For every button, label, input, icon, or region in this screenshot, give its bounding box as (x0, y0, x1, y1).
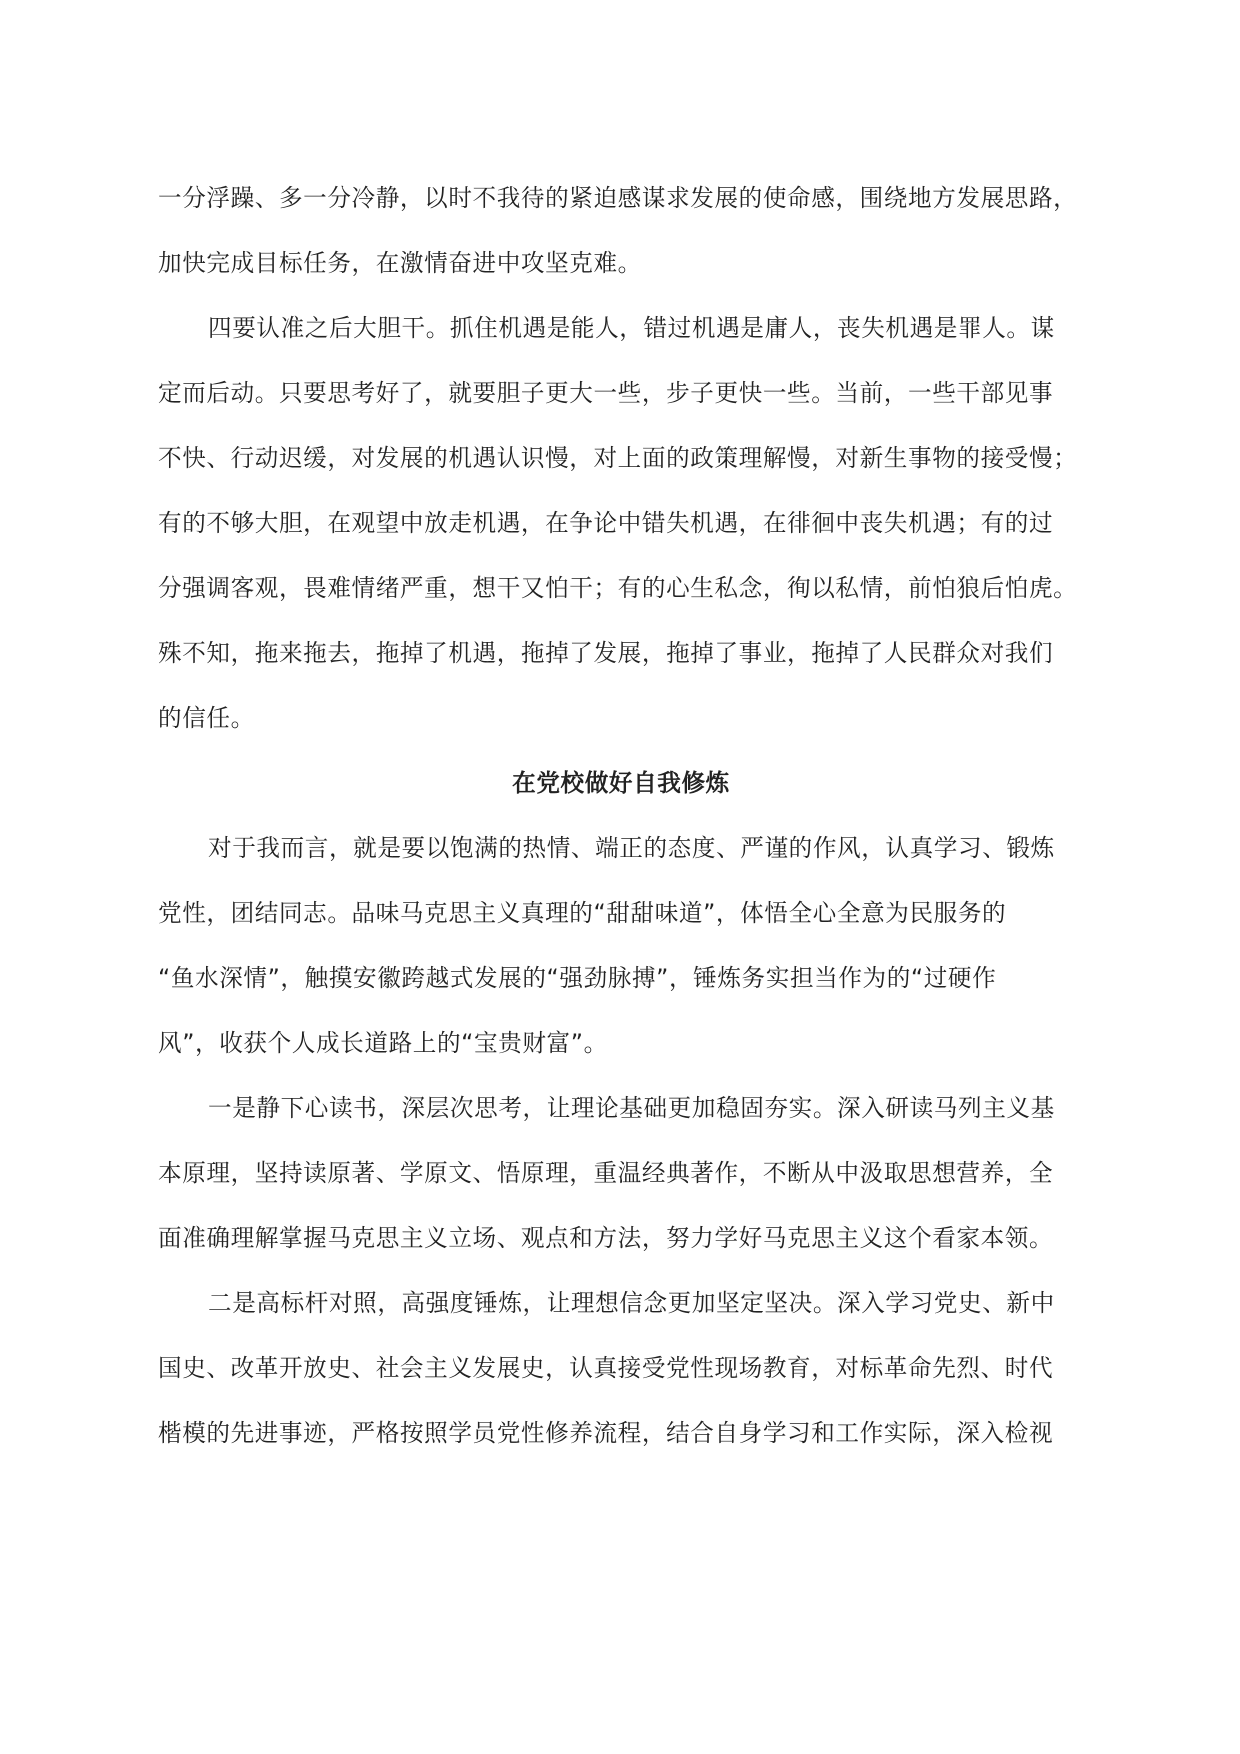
text-line: “鱼水深情”，触摸安徽跨越式发展的“强劲脉搏”，锤炼务实担当作为的“过硬作 (158, 964, 997, 992)
text-line: 分强调客观，畏难情绪严重，想干又怕干；有的心生私念，徇以私情，前怕狼后怕虎。 (158, 574, 1078, 602)
paragraph-start-line: 四要认准之后大胆干。抓住机遇是能人，错过机遇是庸人，丧失机遇是罪人。谋 (208, 314, 1055, 342)
text-line: 国史、改革开放史、社会主义发展史，认真接受党性现场教育，对标革命先烈、时代 (158, 1354, 1054, 1382)
text-line: 党性，团结同志。品味马克思主义真理的“甜甜味道”，体悟全心全意为民服务的 (158, 899, 1007, 927)
paragraph-start-line: 二是高标杆对照，高强度锤炼，让理想信念更加坚定坚决。深入学习党史、新中 (208, 1289, 1055, 1317)
text-line: 楷模的先进事迹，严格按照学员党性修养流程，结合自身学习和工作实际，深入检视 (158, 1419, 1054, 1447)
text-line: 一分浮躁、多一分冷静，以时不我待的紧迫感谋求发展的使命感，围绕地方发展思路， (158, 184, 1078, 212)
section-heading: 在党校做好自我修炼 (512, 769, 730, 797)
document-body (158, 166, 1084, 1466)
text-line: 加快完成目标任务，在激情奋进中攻坚克难。 (158, 249, 642, 277)
text-line: 有的不够大胆，在观望中放走机遇，在争论中错失机遇，在徘徊中丧失机遇；有的过 (158, 509, 1054, 537)
text-line: 本原理，坚持读原著、学原文、悟原理，重温经典著作，不断从中汲取思想营养，全 (158, 1159, 1054, 1187)
paragraph-start-line: 对于我而言，就是要以饱满的热情、端正的态度、严谨的作风，认真学习、锻炼 (208, 834, 1055, 862)
text-line: 不快、行动迟缓，对发展的机遇认识慢，对上面的政策理解慢，对新生事物的接受慢； (158, 444, 1078, 472)
text-line: 的信任。 (158, 704, 255, 732)
text-line: 定而后动。只要思考好了，就要胆子更大一些，步子更快一些。当前，一些干部见事 (158, 379, 1054, 407)
paragraph-start-line: 一是静下心读书，深层次思考，让理论基础更加稳固夯实。深入研读马列主义基 (208, 1094, 1055, 1122)
text-line: 面准确理解掌握马克思主义立场、观点和方法，努力学好马克思主义这个看家本领。 (158, 1224, 1054, 1252)
text-line: 风”，收获个人成长道路上的“宝贵财富”。 (158, 1029, 608, 1057)
text-line: 殊不知，拖来拖去，拖掉了机遇，拖掉了发展，拖掉了事业，拖掉了人民群众对我们 (158, 639, 1054, 667)
